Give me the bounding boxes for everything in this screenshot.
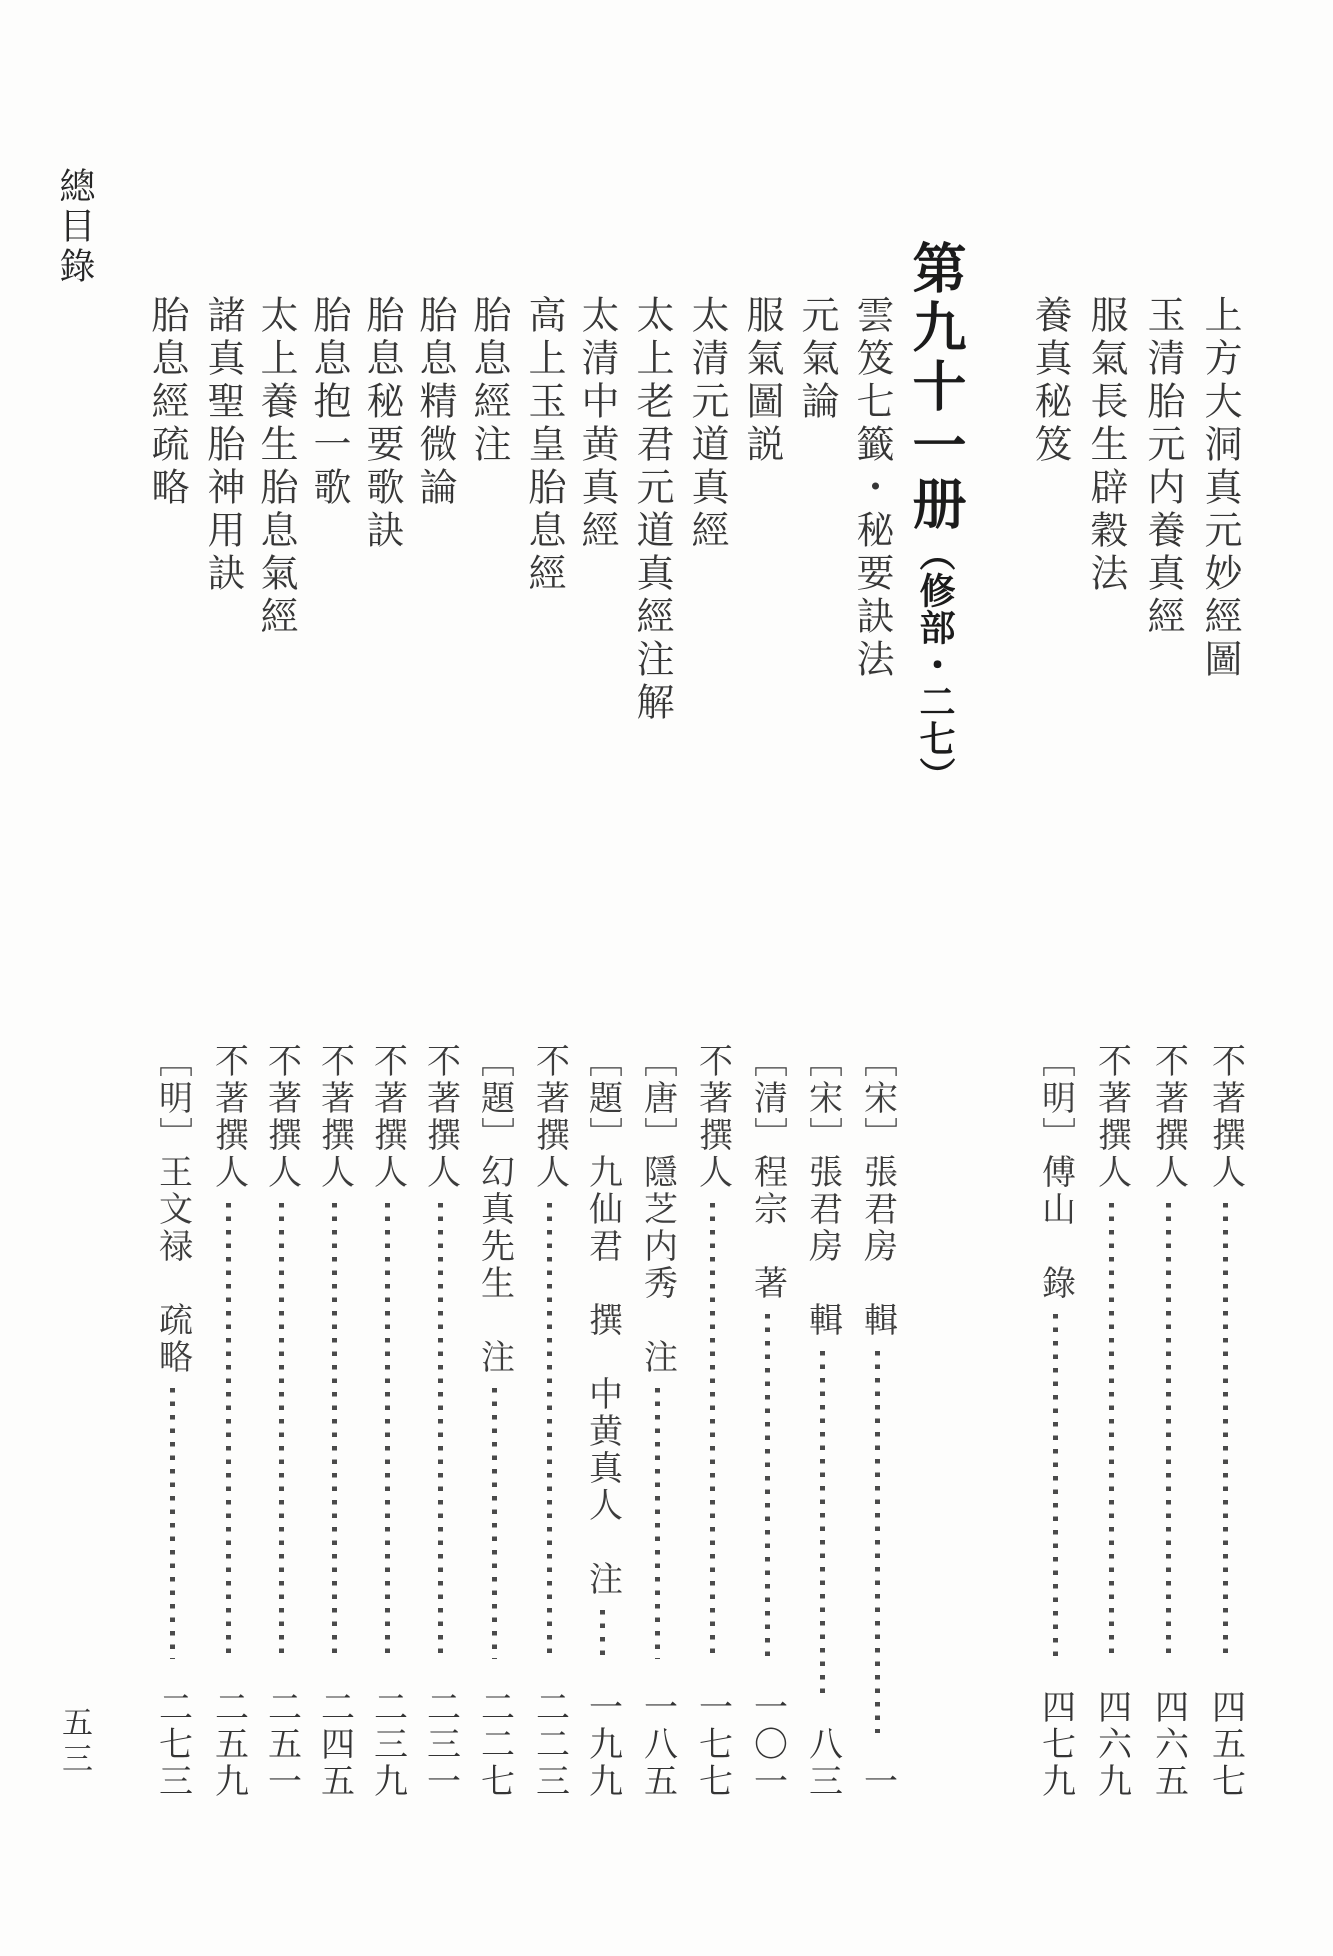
toc-entry-title: 服氣圖説: [740, 295, 782, 467]
toc-entry-author: 不著撰人: [368, 1043, 406, 1191]
toc-entry-author: 不著撰人: [693, 1043, 731, 1191]
toc-entry-page: 一七七: [693, 1689, 731, 1800]
toc-entry-title: 玉清胎元内養真經: [1141, 295, 1183, 639]
toc-entry-author: ［題］幻真先生 注: [475, 1043, 513, 1376]
toc-entry-page: 二二七: [475, 1689, 513, 1800]
dot-leader: [438, 1203, 443, 1659]
toc-entry-author: ［題］九仙君 撰 中黄真人 注: [583, 1043, 621, 1598]
dot-leader: [1053, 1314, 1058, 1659]
toc-entry-page: 四六五: [1149, 1689, 1187, 1800]
folio-page-number: 五三: [57, 1706, 92, 1778]
toc-entry-author: ［明］王文禄 疏略: [153, 1043, 191, 1376]
toc-entry: [467, 240, 516, 1800]
toc-entry-page: 四七九: [1036, 1689, 1074, 1800]
toc-entry-author: ［清］程宗 著: [748, 1043, 786, 1302]
toc-entry-page: 二三一: [421, 1689, 459, 1800]
dot-leader: [279, 1203, 284, 1659]
toc-entry-author: ［唐］隱芝内秀 注: [638, 1043, 676, 1376]
toc-entry-title: 太清中黄真經: [575, 295, 617, 553]
toc-entry: [413, 240, 462, 1800]
volume-title: 第九十一册: [905, 240, 965, 535]
dot-leader: [820, 1351, 825, 1696]
dot-leader: [332, 1203, 337, 1659]
dot-leader: [170, 1388, 175, 1659]
toc-entry-page: 二七三: [153, 1689, 191, 1800]
toc-entry: [1141, 240, 1190, 1800]
toc-entry-page: 一〇一: [748, 1689, 786, 1800]
dot-leader: [547, 1203, 552, 1659]
toc-entry-author: 不著撰人: [315, 1043, 353, 1191]
toc-entry-page: 四五七: [1206, 1689, 1244, 1800]
toc-entry: [795, 240, 844, 1800]
toc-entry-title: 諸真聖胎神用訣: [201, 295, 243, 596]
toc-entry-title: 養真秘笈: [1028, 295, 1070, 467]
toc-entry-title: 高上玉皇胎息經: [522, 295, 564, 596]
dot-leader: [710, 1203, 715, 1659]
dot-leader: [765, 1314, 770, 1659]
toc-entry: [575, 240, 624, 1800]
toc-entry-title: 胎息經注: [467, 295, 509, 467]
dot-leader: [655, 1388, 660, 1659]
toc-entry-title: 胎息精微論: [413, 295, 455, 510]
toc-entry-author: ［宋］張君房 輯: [858, 1043, 896, 1339]
toc-entry-page: 一: [858, 1763, 896, 1800]
dot-leader: [1223, 1203, 1228, 1659]
volume-title-column: [905, 240, 974, 1800]
toc-entry-author: 不著撰人: [1206, 1043, 1244, 1191]
dot-leader: [875, 1351, 880, 1733]
dot-leader: [600, 1610, 605, 1659]
toc-entry-author: 不著撰人: [262, 1043, 300, 1191]
toc-entry-author: ［明］傅山 錄: [1036, 1043, 1074, 1302]
toc-entry: [685, 240, 734, 1800]
toc-entry-title: 上方大洞真元妙經圖: [1198, 295, 1240, 682]
volume-title-sub: （修部・二七）: [915, 535, 955, 794]
toc-entry: [307, 240, 356, 1800]
toc-entry-title: 雲笈七籤・秘要訣法: [850, 295, 892, 682]
dot-leader: [492, 1388, 497, 1659]
toc-entry-page: 二四五: [315, 1689, 353, 1800]
toc-entry-author: 不著撰人: [209, 1043, 247, 1191]
toc-entry-title: 太上老君元道真經注解: [630, 295, 672, 725]
toc-entry-author: 不著撰人: [421, 1043, 459, 1191]
toc-entry-title: 胎息抱一歌: [307, 295, 349, 510]
toc-entry-page: 四六九: [1092, 1689, 1130, 1800]
toc-entry-title: 太清元道真經: [685, 295, 727, 553]
toc-entry-author: 不著撰人: [1092, 1043, 1130, 1191]
toc-entry: [850, 240, 899, 1800]
toc-entry-page: 一八五: [638, 1689, 676, 1800]
toc-entry-author: ［宋］張君房 輯: [803, 1043, 841, 1339]
toc-entry: [522, 240, 571, 1800]
toc-entry-page: 二二三: [530, 1689, 568, 1800]
toc-entry-page: 八三: [803, 1726, 841, 1800]
toc-entry-page: 一九九: [583, 1689, 621, 1800]
toc-entry: [145, 240, 194, 1800]
toc-entry: [360, 240, 409, 1800]
toc-entry-title: 元氣論: [795, 295, 837, 424]
toc-entry-title: 胎息經疏略: [145, 295, 187, 510]
toc-entry-author: 不著撰人: [1149, 1043, 1187, 1191]
toc-entry: [1028, 240, 1077, 1800]
dot-leader: [1166, 1203, 1171, 1659]
toc-entry: [1084, 240, 1133, 1800]
toc-entry-page: 二三九: [368, 1689, 406, 1800]
toc-entry: [1198, 240, 1247, 1800]
dot-leader: [385, 1203, 390, 1659]
toc-entry: [630, 240, 679, 1800]
toc-entry-page: 二五九: [209, 1689, 247, 1800]
toc-entry-page: 二五一: [262, 1689, 300, 1800]
page-header: 總目錄: [55, 167, 95, 287]
dot-leader: [1109, 1203, 1114, 1659]
toc-entry: [740, 240, 789, 1800]
toc-entry-title: 服氣長生辟穀法: [1084, 295, 1126, 596]
toc-entry: [201, 240, 250, 1800]
toc-entry-title: 太上養生胎息氣經: [254, 295, 296, 639]
toc-entry-title: 胎息秘要歌訣: [360, 295, 402, 553]
toc-entry: [254, 240, 303, 1800]
dot-leader: [226, 1203, 231, 1659]
toc-entry-author: 不著撰人: [530, 1043, 568, 1191]
